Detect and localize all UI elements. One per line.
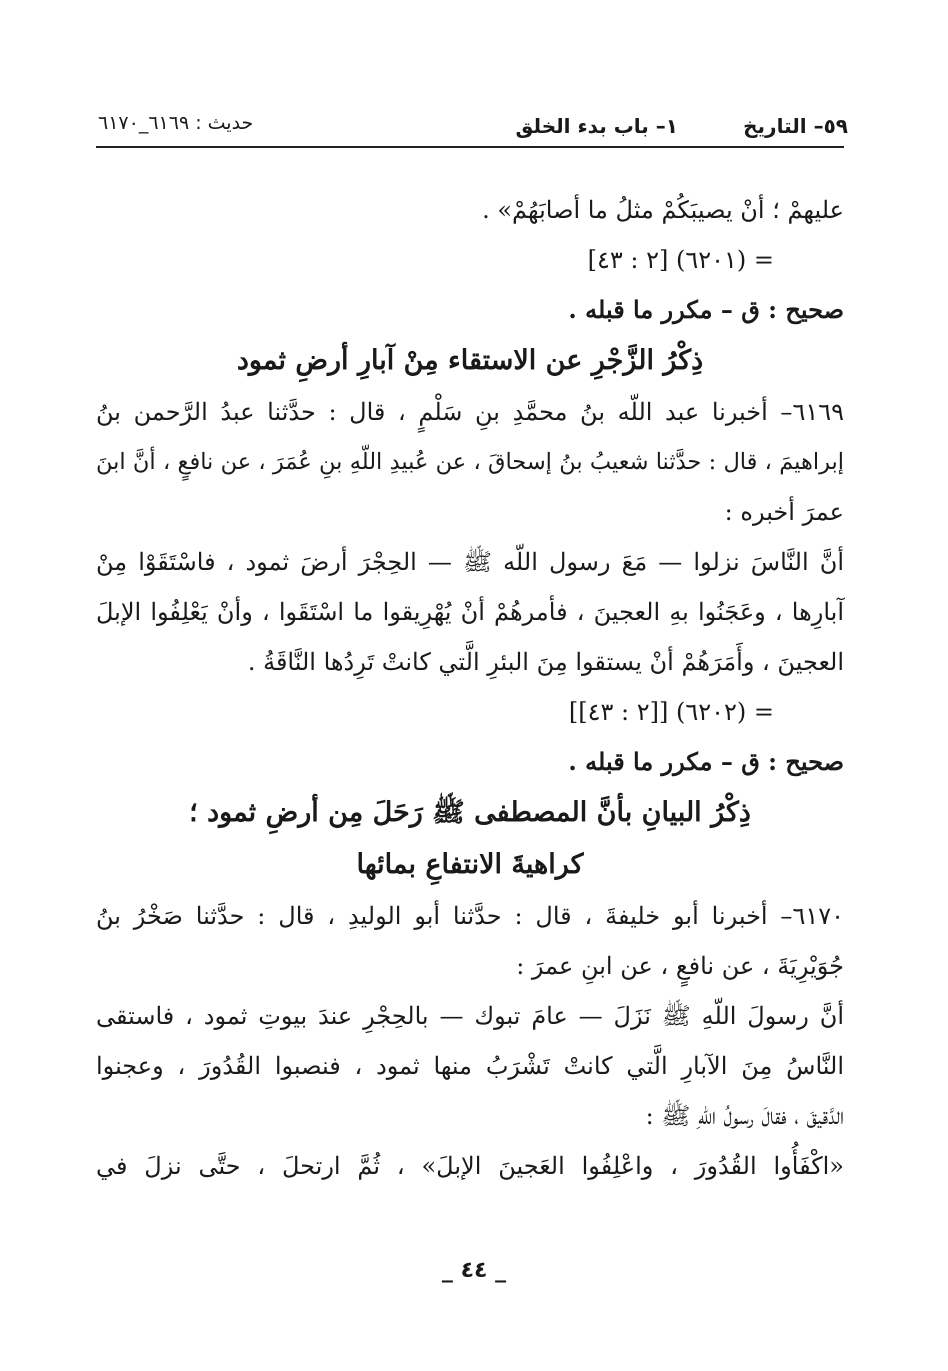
text-line: جُوَيْرِيَةَ ، عن نافعٍ ، عن ابنِ عمرَ :	[516, 952, 844, 980]
text-line: العجينَ ، وأَمَرَهُمْ أنْ يستقوا مِنَ البئرِ الَّتي كانتْ تَرِدُها النَّاقَةُ .	[247, 648, 844, 676]
section-heading: ذِكْرُ الزَّجْرِ عن الاستقاء مِنْ آبارِ أرضِ ثمود	[236, 345, 704, 376]
section-heading-continued: كراهيةَ الانتفاعِ بمائها	[356, 849, 584, 880]
reference-line: = (٦٢٠١) [٢ : ٤٣]	[587, 246, 774, 274]
section-heading: ذِكْرُ البيانِ بأنَّ المصطفى ﷺ رَحَلَ مِن أرضِ ثمود ؛	[189, 797, 751, 828]
grading-line: صحيح : ق – مكرر ما قبله .	[568, 295, 844, 324]
reference-line: = (٦٢٠٢) [[٢ : ٤٣]]	[568, 698, 774, 726]
text-line: الدَّقيقَ ، فقالَ رسولُ اللّهِ ﷺ :	[645, 1102, 844, 1130]
header-hadith-range: حديث : ٦١٦٩_٦١٧٠	[98, 112, 254, 134]
text-line: عمرَ أخبره :	[724, 498, 844, 526]
text-line: عليهمْ ؛ أنْ يصيبَكُمْ مثلُ ما أصابَهُمْ» .	[482, 196, 844, 224]
text-line: إبراهيمَ ، قال : حدَّثنا شعيبُ بنُ إسحاقَ ، عن عُبيدِ اللّهِ بنِ عُمَرَ ، عن نافعٍ ، أنَّ ابنَ	[96, 449, 844, 475]
text-line: ٦١٧٠– أخبرنا أبو خليفةَ ، قال : حدَّثنا أبو الوليدِ ، قال : حدَّثنا صَخْرُ بنُ	[96, 902, 844, 930]
header-book-section: ٥٩– التاريخ	[743, 114, 848, 138]
text-line: آبارِها ، وعَجَنُوا بهِ العجينَ ، فأمرهُمْ أنْ يُهْرِيقوا ما اسْتَقَوا ، وأنْ يَعْلِفُوا الإبلَ	[96, 598, 844, 626]
text-line: «اكْفَأُوا القُدُورَ ، واعْلِفُوا العَجينَ الإبلَ» ، ثُمَّ ارتحلَ ، حتَّى نزلَ في	[96, 1152, 844, 1180]
header-divider	[96, 146, 844, 148]
header-chapter: ١– باب بدء الخلق	[515, 114, 678, 138]
text-line: أنَّ رسولَ اللّهِ ﷺ نَزَلَ — عامَ تبوك — بالحِجْرِ عندَ بيوتِ ثمود ، فاستقى	[96, 1002, 844, 1030]
text-line: ٦١٦٩– أخبرنا عبد اللّه بنُ محمَّدِ بنِ سَلْمٍ ، قال : حدَّثنا عبدُ الرَّحمن بنُ	[96, 398, 844, 426]
text-line: أنَّ النَّاسَ نزلوا — مَعَ رسول اللّه ﷺ — الحِجْرَ أرضَ ثمود ، فاسْتَقَوْا مِنْ	[96, 548, 844, 576]
grading-line: صحيح : ق – مكرر ما قبله .	[568, 747, 844, 776]
page-body	[96, 185, 844, 1191]
page-number: _ ٤٤ _	[441, 1258, 507, 1283]
text-line: النَّاسُ مِنَ الآبارِ الَّتي كانتْ تَشْرَبُ منها ثمود ، فنصبوا القُدُورَ ، وعجنوا	[96, 1052, 844, 1080]
